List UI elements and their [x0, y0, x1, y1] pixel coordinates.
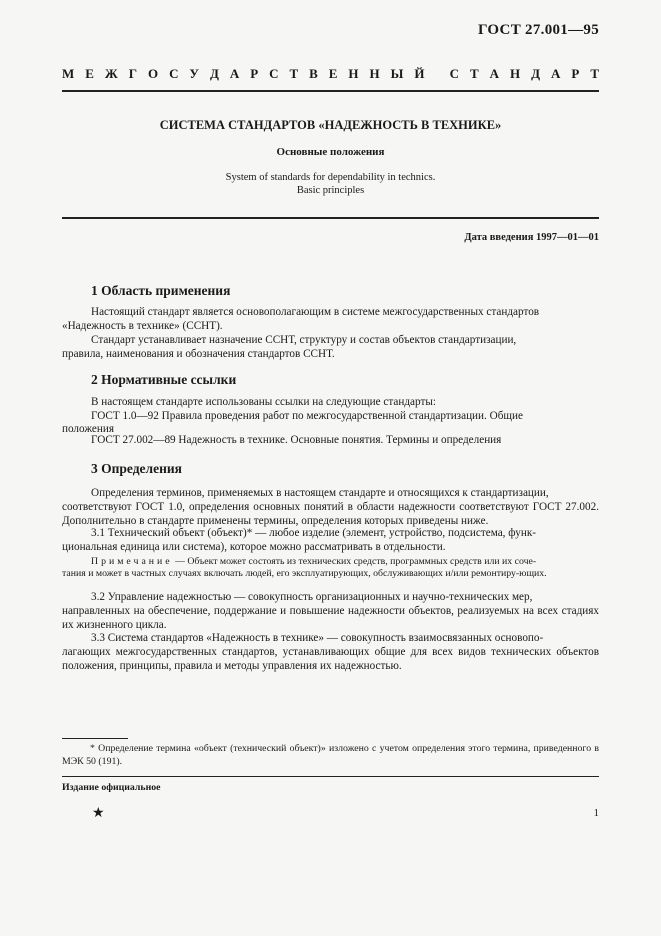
definition-3-2-cont: направленных на обеспечение, поддержание и повышение надежности объектов, реализуемых на всех стадиях их жизненного цикла. [62, 605, 599, 631]
interstate-letter: С [269, 66, 279, 81]
note-label: Примечание [91, 556, 173, 567]
interstate-letter: М [62, 66, 75, 81]
section-1-heading: 1 Область применения [91, 283, 231, 298]
interstate-letter: Р [250, 66, 259, 81]
interstate-letter: Р [571, 66, 580, 81]
interstate-standard-banner [62, 66, 599, 82]
interstate-letter: Т [289, 66, 299, 81]
english-title-line1: System of standards for dependability in technics. [225, 172, 436, 183]
document-code: ГОСТ 27.001—95 [477, 22, 599, 38]
interstate-letter: А [229, 66, 240, 81]
definition-3-3: 3.3 Система стандартов «Надежность в технике» — совокупность взаимосвязанных основопо- [91, 632, 544, 644]
interstate-letter: Т [470, 66, 479, 81]
interstate-letter: Г [128, 66, 137, 81]
system-subtitle: Основные положения [276, 146, 385, 158]
interstate-letter: В [309, 66, 318, 81]
section-2-para-2-cont: положения [62, 423, 114, 435]
interstate-letter [435, 66, 438, 82]
section-1-para-1-cont: «Надежность в технике» (ССНТ). [62, 320, 223, 332]
section-3-intro-cont: соответствуют ГОСТ 1.0, определения основных понятий в области надежности соответствуют ГОСТ 27.002. Дополнительно в стандарте применены термины, определения которых приведены ниже. [62, 501, 599, 527]
page-number: 1 [593, 807, 599, 819]
interstate-letter: Д [209, 66, 219, 81]
definition-3-3-cont: лагающих межгосударственных стандартов, устанавливающих общие для всех видов технических объектов положения, принципы, правила и методы управления их надежностью. [62, 646, 599, 672]
english-title [62, 171, 599, 197]
note-text: — Объект может состоять из технических средств, программных средств или их соче- [172, 556, 537, 567]
system-title: СИСТЕМА СТАНДАРТОВ «НАДЕЖНОСТЬ В ТЕХНИКЕ» [159, 118, 502, 132]
definition-3-2: 3.2 Управление надежностью — совокупность организационных и научно-технических мер, [91, 591, 533, 603]
interstate-letter: Ы [390, 66, 404, 81]
section-2-para-1: В настоящем стандарте использованы ссылки на следующие стандарты: [91, 396, 436, 408]
date-of-introduction: Дата введения 1997—01—01 [464, 232, 599, 243]
interstate-letter: Д [531, 66, 541, 81]
footnote-rule [62, 738, 128, 739]
section-3-intro: Определения терминов, применяемых в настоящем стандарте и относящихся к стандартизации, [91, 487, 549, 499]
note-line [91, 556, 599, 569]
definition-3-1: 3.1 Технический объект (объект)* — любое изделие (элемент, устройство, подсистема, функ- [91, 527, 536, 539]
section-1-para-2-cont: правила, наименования и обозначения стандартов ССНТ. [62, 348, 335, 360]
interstate-letter: О [147, 66, 159, 81]
interstate-letter: С [169, 66, 179, 81]
interstate-letter: У [189, 66, 199, 81]
interstate-letter: Ж [104, 66, 118, 81]
interstate-letter: Е [328, 66, 338, 81]
star-icon: ★ [92, 806, 105, 821]
section-1-para-2: Стандарт устанавливает назначение ССНТ, структуру и состав объектов стандартизации, [91, 334, 517, 346]
interstate-letter: А [551, 66, 561, 81]
definition-3-1-cont: циональная единица или система), которое можно рассматривать в отдельности. [62, 541, 446, 553]
header-rule [62, 90, 599, 92]
interstate-letter: Т [590, 66, 599, 81]
interstate-letter: Н [348, 66, 359, 81]
interstate-letter: Н [510, 66, 521, 81]
section-2-para-2: ГОСТ 1.0—92 Правила проведения работ по межгосударственной стандартизации. Общие [91, 410, 523, 422]
interstate-letter: А [489, 66, 500, 81]
bottom-rule [62, 776, 599, 777]
section-3-heading: 3 Определения [91, 461, 182, 476]
section-2-para-3: ГОСТ 27.002—89 Надежность в технике. Основные понятия. Термины и определения [91, 434, 502, 446]
official-edition-label: Издание официальное [62, 782, 161, 793]
interstate-letter: Н [369, 66, 380, 81]
footnote: * Определение термина «объект (технический объект)» изложено с учетом определения этого термина, приведенного в МЭК 50 (191). [62, 743, 599, 767]
section-2-heading: 2 Нормативные ссылки [91, 372, 237, 387]
interstate-letter: Е [85, 66, 94, 81]
english-title-line2: Basic principles [296, 185, 365, 196]
section-1-para-1: Настоящий стандарт является основополагающим в системе межгосударственных стандартов [91, 306, 540, 318]
note-cont: тания и может в частных случаях включать людей, его эксплуатирующих, обслуживающих и/или ремонтиру-ющих. [62, 568, 547, 579]
title-rule [62, 217, 599, 219]
interstate-letter: Й [414, 66, 425, 81]
interstate-letter: С [449, 66, 460, 81]
